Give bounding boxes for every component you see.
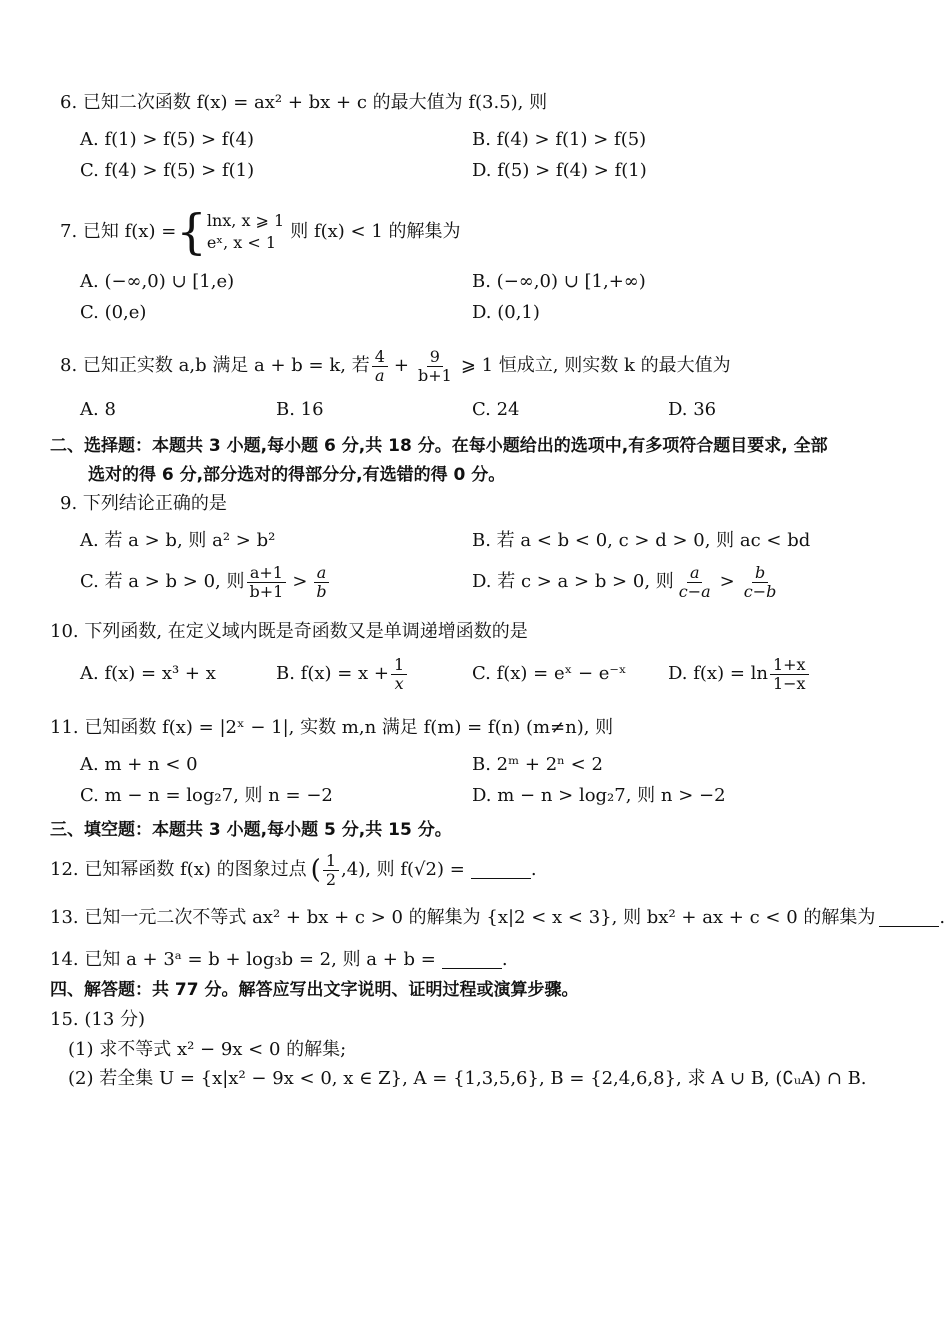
- question-12-prefix: 12. 已知幂函数 f(x) 的图象过点: [50, 859, 307, 880]
- section-2-heading: 二、选择题：本题共 3 小题,每小题 6 分,共 18 分。在每小题给出的选项中,有多项符合题目要求, 全部: [50, 436, 828, 456]
- question-12-suffix: , 则 f(√2) =: [365, 859, 465, 880]
- question-14-end: .: [501, 949, 508, 970]
- question-11-option-d: D. m − n > log₂7, 则 n > −2: [472, 785, 726, 806]
- question-7-prefix: 7. 已知 f(x) =: [60, 221, 177, 242]
- fraction-denominator: b+1: [417, 365, 452, 385]
- question-7-suffix: 则 f(x) < 1 的解集为: [290, 221, 461, 242]
- question-7-option-c: C. (0,e): [80, 302, 147, 323]
- option-d-prefix: D. f(x) = ln: [668, 663, 768, 684]
- question-8-suffix: ⩾ 1 恒成立, 则实数 k 的最大值为: [460, 355, 731, 376]
- fraction-denominator: c−a: [678, 581, 711, 601]
- open-paren: (: [310, 855, 321, 885]
- fraction-a-over-b: [313, 564, 329, 601]
- question-14-stem: [50, 948, 508, 972]
- section-4-heading: 四、解答题：共 77 分。解答应写出文字说明、证明过程或演算步骤。: [50, 980, 579, 1000]
- question-8-prefix: 8. 已知正实数 a,b 满足 a + b = k, 若: [60, 355, 370, 376]
- fraction-numerator: 1: [323, 852, 339, 871]
- question-6-option-a: A. f(1) > f(5) > f(4): [80, 129, 254, 150]
- question-8-stem: [60, 344, 731, 388]
- question-8-option-a: A. 8: [80, 399, 116, 420]
- fraction-1-over-2: [323, 852, 339, 889]
- question-7-option-b: B. (−∞,0) ∪ [1,+∞): [472, 271, 646, 292]
- greater-than: >: [292, 571, 308, 592]
- question-11-option-c: C. m − n = log₂7, 则 n = −2: [80, 785, 333, 806]
- fraction-denominator: a: [375, 365, 385, 385]
- question-6-option-d: D. f(5) > f(4) > f(1): [472, 160, 647, 181]
- answer-blank-12[interactable]: [471, 862, 531, 879]
- question-8-option-c: C. 24: [472, 399, 520, 420]
- fraction-9-over-b-plus-1: [415, 348, 455, 385]
- question-11-option-b: B. 2ᵐ + 2ⁿ < 2: [472, 754, 603, 775]
- question-11-option-a: A. m + n < 0: [80, 754, 198, 775]
- fraction-1px-over-1mx: [770, 656, 809, 693]
- question-12-stem: [50, 848, 537, 892]
- fraction-numerator: a: [314, 564, 330, 583]
- question-8-option-b: B. 16: [276, 399, 324, 420]
- piecewise-cases: [207, 210, 284, 254]
- question-8-option-d: D. 36: [668, 399, 717, 420]
- option-c-prefix: C. 若 a > b > 0, 则: [80, 571, 245, 592]
- fraction-numerator: 9: [427, 348, 443, 367]
- question-6-stem: 6. 已知二次函数 f(x) = ax² + bx + c 的最大值为 f(3.5), 则: [60, 92, 548, 113]
- question-9-option-c: [80, 560, 332, 604]
- fraction-numerator: b: [752, 564, 768, 583]
- option-d-prefix: D. 若 c > a > b > 0, 则: [472, 571, 674, 592]
- fraction-numerator: 4: [372, 348, 388, 367]
- question-7-option-d: D. (0,1): [472, 302, 540, 323]
- question-10-stem: 10. 下列函数, 在定义域内既是奇函数又是单调递增函数的是: [50, 621, 528, 642]
- fraction-denominator: 2: [325, 869, 336, 889]
- question-9-stem: 9. 下列结论正确的是: [60, 493, 227, 514]
- answer-blank-14[interactable]: [442, 952, 502, 969]
- fraction-denominator: b: [316, 581, 327, 601]
- question-10-option-d: [668, 652, 811, 696]
- question-7-option-a: A. (−∞,0) ∪ [1,e): [80, 271, 235, 292]
- fraction-denominator: 1−x: [772, 673, 806, 693]
- answer-blank-13[interactable]: [879, 910, 939, 927]
- question-10-option-b: [276, 652, 409, 696]
- question-13-stem: [50, 906, 945, 930]
- piecewise-case-2: eˣ, x < 1: [206, 233, 277, 252]
- question-9-option-a: A. 若 a > b, 则 a² > b²: [80, 530, 276, 551]
- fraction-numerator: 1: [391, 656, 407, 675]
- question-12-end: .: [530, 859, 537, 880]
- question-13-text: 13. 已知一元二次不等式 ax² + bx + c > 0 的解集为 {x|2 < x < 3}, 则 bx² + ax + c < 0 的解集为: [50, 907, 876, 928]
- fraction-denominator: x: [394, 673, 404, 693]
- section-2-heading-cont: 选对的得 6 分,部分选对的得部分分,有选错的得 0 分。: [88, 465, 506, 485]
- question-9-option-d: [472, 560, 781, 604]
- question-10-option-a: A. f(x) = x³ + x: [80, 663, 216, 684]
- question-7-stem: [60, 204, 461, 260]
- fraction-numerator: 1+x: [770, 656, 809, 675]
- question-13-end: .: [939, 907, 946, 928]
- fraction-numerator: a+1: [247, 564, 286, 583]
- fraction-denominator: c−b: [743, 581, 777, 601]
- option-b-prefix: B. f(x) = x +: [276, 663, 390, 684]
- fraction-a-over-c-minus-a: [676, 564, 714, 601]
- question-15-stem: 15. (13 分): [50, 1009, 146, 1030]
- question-9-option-b: B. 若 a < b < 0, c > d > 0, 则 ac < bd: [472, 530, 811, 551]
- plus-sign: +: [393, 355, 409, 376]
- question-6-option-c: C. f(4) > f(5) > f(1): [80, 160, 255, 181]
- question-15-part-2: (2) 若全集 U = {x|x² − 9x < 0, x ∈ Z}, A = {1,3,5,6}, B = {2,4,6,8}, 求 A ∪ B, (∁ᵤA) ∩ B.: [68, 1068, 867, 1089]
- fraction-numerator: a: [687, 564, 703, 583]
- fraction-b-over-c-minus-b: [741, 564, 780, 601]
- question-11-stem: 11. 已知函数 f(x) = |2ˣ − 1|, 实数 m,n 满足 f(m) = f(n) (m≠n), 则: [50, 717, 614, 738]
- point-rest: ,4): [341, 859, 366, 880]
- question-14-text: 14. 已知 a + 3ᵃ = b + log₃b = 2, 则 a + b =: [50, 949, 436, 970]
- piecewise-case-1: lnx, x ⩾ 1: [206, 211, 285, 230]
- question-10-option-c: C. f(x) = eˣ − e⁻ˣ: [472, 663, 627, 684]
- piecewise-brace: {: [176, 204, 207, 260]
- fraction-denominator: b+1: [249, 581, 284, 601]
- question-6-option-b: B. f(4) > f(1) > f(5): [472, 129, 647, 150]
- fraction-1-over-x: [391, 656, 407, 693]
- question-15-part-1: (1) 求不等式 x² − 9x < 0 的解集;: [68, 1039, 347, 1060]
- fraction-4-over-a: [372, 348, 388, 385]
- fraction-a1-over-b1: [247, 564, 287, 601]
- section-3-heading: 三、填空题：本题共 3 小题,每小题 5 分,共 15 分。: [50, 820, 452, 840]
- greater-than: >: [719, 571, 735, 592]
